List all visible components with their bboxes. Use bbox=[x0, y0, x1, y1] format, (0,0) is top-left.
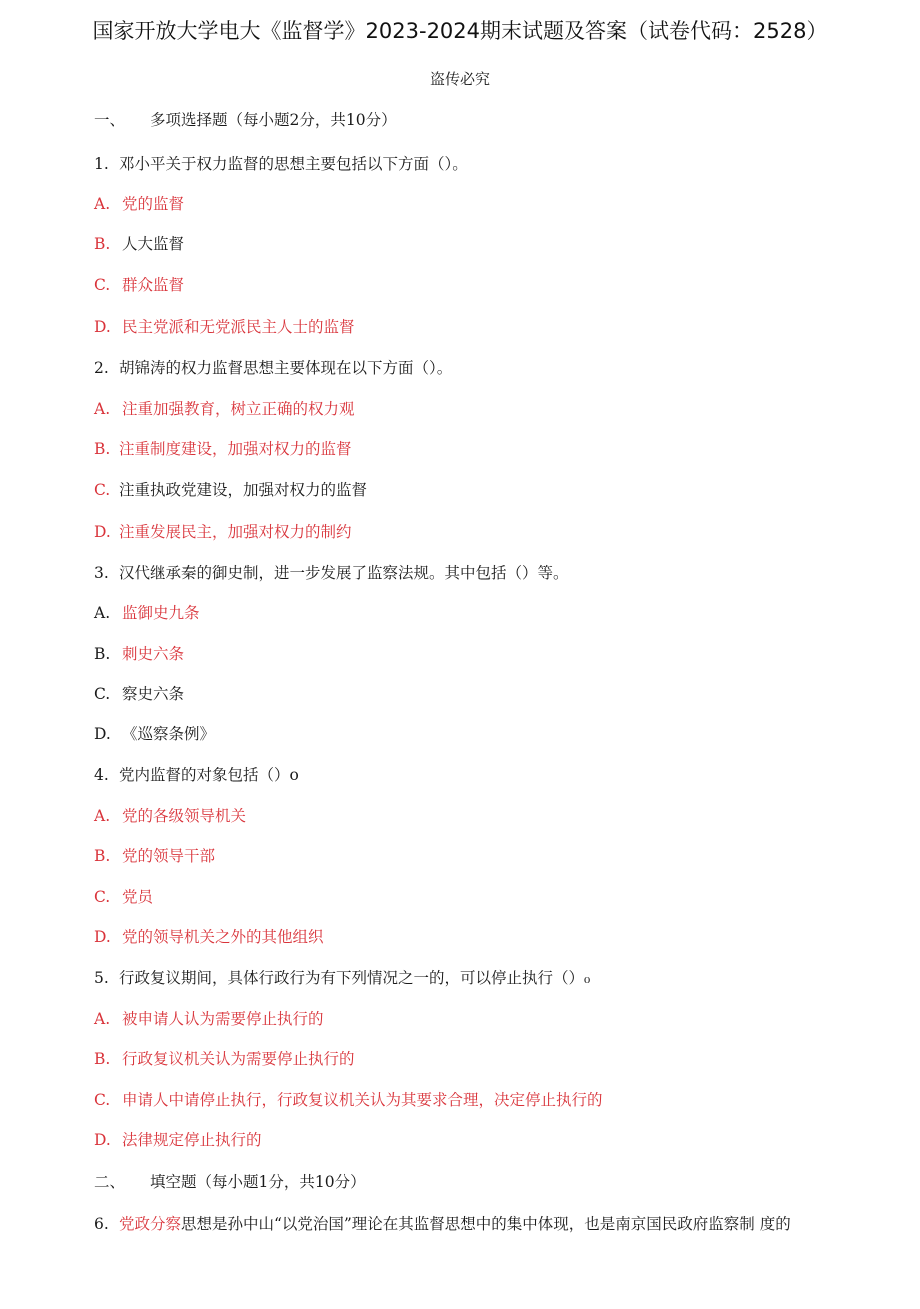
question-text: 汉代继承秦的御史制，进一步发展了监察法规。其中包括（）等。 bbox=[118, 564, 569, 582]
option-text: 法律规定停止执行的 bbox=[122, 1131, 262, 1149]
section-heading bbox=[94, 1171, 366, 1193]
option-letter: C. bbox=[94, 481, 111, 499]
option-letter: A. bbox=[94, 400, 111, 418]
answer-option bbox=[94, 1048, 355, 1070]
answer-option bbox=[94, 398, 355, 420]
option-text: 监御史九条 bbox=[122, 604, 200, 622]
section-label: 多项选择题（每小题2分，共10分） bbox=[150, 111, 397, 129]
document-title: 国家开放大学电大《监督学》2023-2024期末试题及答案（试卷代码：2528） bbox=[92, 19, 828, 43]
option-letter: B. bbox=[94, 847, 111, 865]
option-letter: A. bbox=[94, 604, 111, 622]
option-letter: D. bbox=[94, 318, 111, 336]
option-text: 民主党派和无党派民主人士的监督 bbox=[122, 318, 355, 336]
section-label: 填空题（每小题1分，共10分） bbox=[150, 1173, 366, 1191]
option-text: 被申请人认为需要停止执行的 bbox=[122, 1010, 324, 1028]
option-letter: D. bbox=[94, 725, 111, 743]
answer-option bbox=[94, 643, 184, 665]
question-text: 胡锦涛的权力监督思想主要体现在以下方面（）。 bbox=[118, 359, 453, 377]
question-stem bbox=[94, 357, 452, 379]
section-heading bbox=[94, 109, 397, 131]
answer-option bbox=[94, 438, 352, 460]
option-text: 群众监督 bbox=[122, 276, 185, 294]
answer-option bbox=[94, 521, 352, 543]
option-text: 注重加强教育，树立正确的权力观 bbox=[122, 400, 355, 418]
answer-option bbox=[94, 886, 153, 908]
option-letter: A. bbox=[94, 807, 111, 825]
option-text: 察史六条 bbox=[122, 685, 185, 703]
question-text: 行政复议期间，具体行政行为有下列情况之一的，可以停止执行（）₀ bbox=[118, 969, 591, 987]
option-letter: B. bbox=[94, 1050, 111, 1068]
question-text: 党内监督的对象包括（）o bbox=[118, 766, 299, 784]
answer-option bbox=[94, 683, 184, 705]
question-text: 邓小平关于权力监督的思想主要包括以下方面（）。 bbox=[118, 155, 468, 173]
answer-option bbox=[94, 1129, 262, 1151]
option-letter: A. bbox=[94, 1010, 111, 1028]
question-stem bbox=[94, 764, 299, 786]
answer-option bbox=[94, 316, 355, 338]
question-stem bbox=[94, 967, 590, 989]
question-number: 5. bbox=[94, 969, 109, 987]
question-number: 4. bbox=[94, 766, 109, 784]
option-letter: D. bbox=[94, 928, 111, 946]
option-letter: D. bbox=[94, 1131, 111, 1149]
question-stem bbox=[94, 153, 468, 175]
option-text: 党的领导机关之外的其他组织 bbox=[122, 928, 324, 946]
option-letter: B. bbox=[94, 645, 111, 663]
question-number: 1. bbox=[94, 155, 109, 173]
question-number: 6. bbox=[94, 1215, 109, 1233]
option-letter: B. bbox=[94, 440, 111, 458]
question-text: 思想是孙中山“以党治国”理论在其监督思想中的集中体现，也是南京国民政府监察制 度的 bbox=[180, 1215, 791, 1233]
answer-option bbox=[94, 274, 184, 296]
option-letter: C. bbox=[94, 276, 111, 294]
question-number: 3. bbox=[94, 564, 109, 582]
question-stem bbox=[94, 1213, 791, 1235]
option-letter: B. bbox=[94, 235, 111, 253]
option-letter: C. bbox=[94, 1091, 111, 1109]
answer-option bbox=[94, 723, 215, 745]
option-text: 申请人中请停止执行，行政复议机关认为其要求合理，决定停止执行的 bbox=[122, 1091, 603, 1109]
answer-option bbox=[94, 926, 324, 948]
option-text: 党的领导干部 bbox=[122, 847, 216, 865]
answer-option bbox=[94, 193, 184, 215]
answer-option bbox=[94, 1008, 324, 1030]
option-text: 党的各级领导机关 bbox=[122, 807, 247, 825]
fill-blank-answer: 党政分察 bbox=[118, 1215, 181, 1233]
option-letter: C. bbox=[94, 685, 111, 703]
option-letter: D. bbox=[94, 523, 111, 541]
option-text: 刺史六条 bbox=[122, 645, 185, 663]
question-stem bbox=[94, 562, 568, 584]
section-number: 一、 bbox=[94, 111, 126, 129]
answer-option bbox=[94, 1089, 603, 1111]
option-letter: C. bbox=[94, 888, 111, 906]
option-text: 注重制度建设，加强对权力的监督 bbox=[119, 440, 352, 458]
option-text: 行政复议机关认为需要停止执行的 bbox=[122, 1050, 355, 1068]
answer-option bbox=[94, 479, 367, 501]
answer-option bbox=[94, 845, 215, 867]
option-text: 党的监督 bbox=[122, 195, 185, 213]
option-text: 人大监督 bbox=[122, 235, 185, 253]
answer-option bbox=[94, 602, 200, 624]
option-letter: A. bbox=[94, 195, 111, 213]
answer-option bbox=[94, 233, 184, 255]
option-text: 《巡察条例》 bbox=[122, 725, 216, 743]
option-text: 注重发展民主，加强对权力的制约 bbox=[119, 523, 352, 541]
option-text: 党员 bbox=[122, 888, 154, 906]
answer-option bbox=[94, 805, 246, 827]
document-subtitle: 盗传必究 bbox=[429, 70, 490, 88]
section-number: 二、 bbox=[94, 1173, 126, 1191]
question-number: 2. bbox=[94, 359, 109, 377]
option-text: 注重执政党建设，加强对权力的监督 bbox=[119, 481, 368, 499]
